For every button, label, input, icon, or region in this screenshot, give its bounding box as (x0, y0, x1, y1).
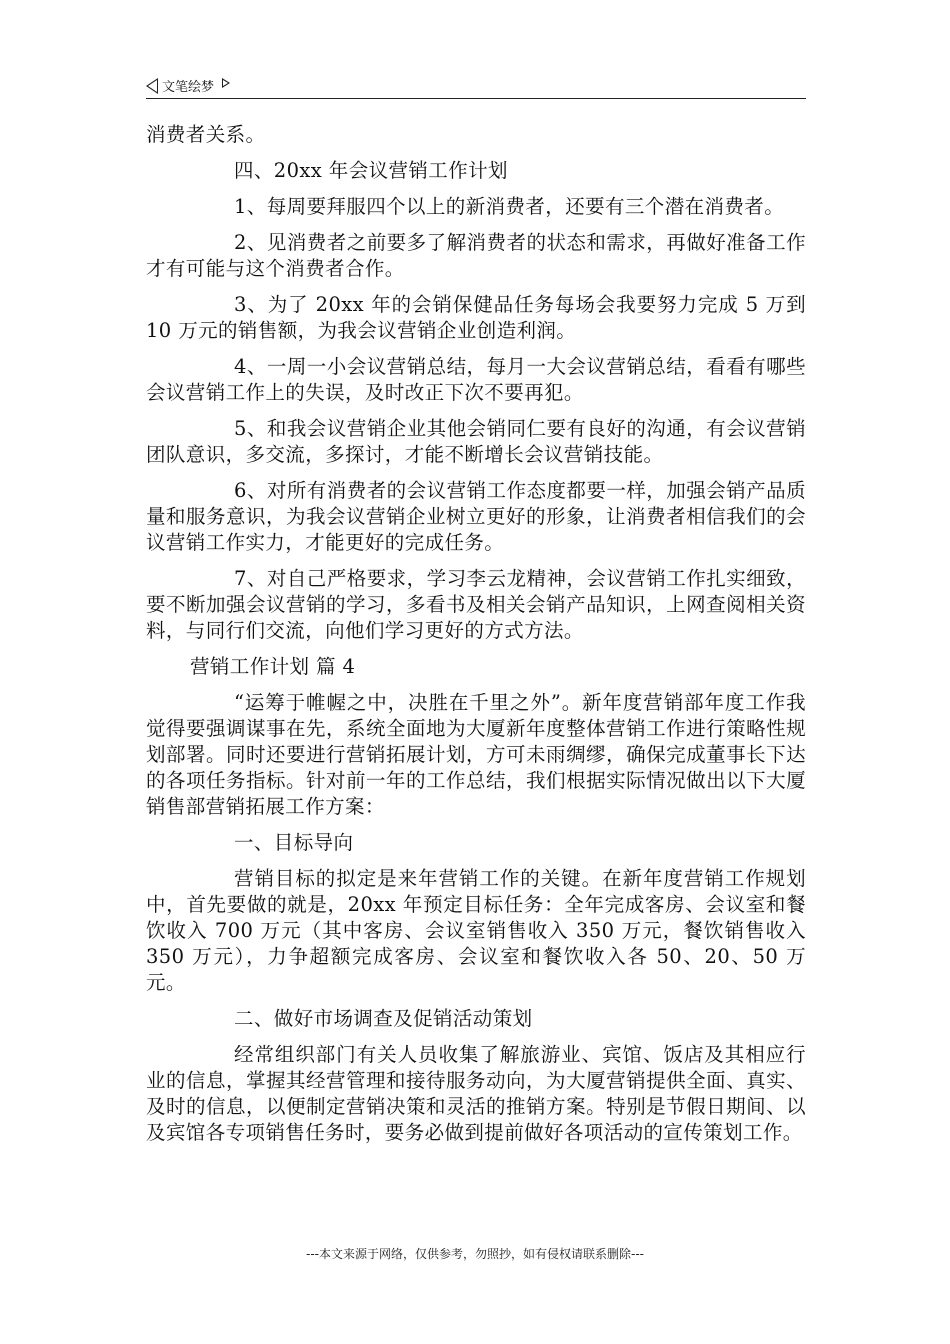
list-item-5: 5、和我会议营销企业其他会销同仁要有良好的沟通，有会议营销团队意识，多交流，多探讨，才能不断增长会议营销技能。 (146, 417, 806, 466)
triangle-right-icon (222, 78, 230, 88)
article-title: 营销工作计划 篇 4 (190, 655, 356, 678)
page-header (146, 72, 806, 98)
header-divider (146, 98, 806, 99)
list-item-7: 7、对自己严格要求，学习李云龙精神，会议营销工作扎实细致，要不断加强会议营销的学习，多看书及相关会销产品知识，上网查阅相关资料，与同行们交流，向他们学习更好的方式方法。 (146, 567, 806, 642)
paragraph-1: 消费者关系。 (146, 123, 266, 146)
target-paragraph: 营销目标的拟定是来年营销工作的关键。在新年度营销工作规划中，首先要做的就是，20xx 年预定目标任务：全年完成客房、会议室和餐饮收入 700 万元（其中客房、会议室销售收入 350 万元，餐饮销售收入 350 万元），力争超额完成客房、会议室和餐饮收入各 50、20、50 万元。 (146, 867, 806, 994)
list-item-3: 3、为了 20xx 年的会销保健品任务每场会我要努力完成 5 万到 10 万元的销售额，为我会议营销企业创造利润。 (146, 293, 806, 342)
list-item-6: 6、对所有消费者的会议营销工作态度都要一样，加强会销产品质量和服务意识，为我会议营销企业树立更好的形象，让消费者相信我们的会议营销工作实力，才能更好的完成任务。 (146, 479, 806, 554)
footer-note: ---本文来源于网络，仅供参考，勿照抄，如有侵权请联系删除--- (306, 1247, 644, 1261)
list-item-1: 1、每周要拜服四个以上的新消费者，还要有三个潜在消费者。 (234, 195, 785, 218)
section-heading-1: 一、目标导向 (234, 831, 354, 854)
brand-name: 文笔绘梦 (162, 80, 215, 95)
section-heading-4: 四、20xx 年会议营销工作计划 (234, 159, 508, 182)
triangle-left-icon (146, 78, 158, 94)
list-item-4: 4、一周一小会议营销总结，每月一大会议营销总结，看看有哪些会议营销工作上的失误，及时改正下次不要再犯。 (146, 355, 806, 404)
brand (146, 76, 230, 95)
list-item-2: 2、见消费者之前要多了解消费者的状态和需求，再做好准备工作才有可能与这个消费者合作。 (146, 231, 806, 280)
research-paragraph: 经常组织部门有关人员收集了解旅游业、宾馆、饭店及其相应行业的信息，掌握其经营管理和接待服务动向，为大厦营销提供全面、真实、及时的信息，以便制定营销决策和灵活的推销方案。特别是节假日期间、以及宾馆各专项销售任务时，要务必做到提前做好各项活动的宣传策划工作。 (146, 1043, 806, 1144)
document-body (146, 122, 806, 1146)
intro-paragraph: “运筹于帷幄之中，决胜在千里之外”。新年度营销部年度工作我觉得要强调谋事在先，系统全面地为大厦新年度整体营销工作进行策略性规划部署。同时还要进行营销拓展计划，方可未雨绸缪，确保完成董事长下达的各项任务指标。针对前一年的工作总结，我们根据实际情况做出以下大厦销售部营销拓展工作方案： (146, 691, 806, 818)
section-heading-2: 二、做好市场调查及促销活动策划 (234, 1007, 533, 1030)
